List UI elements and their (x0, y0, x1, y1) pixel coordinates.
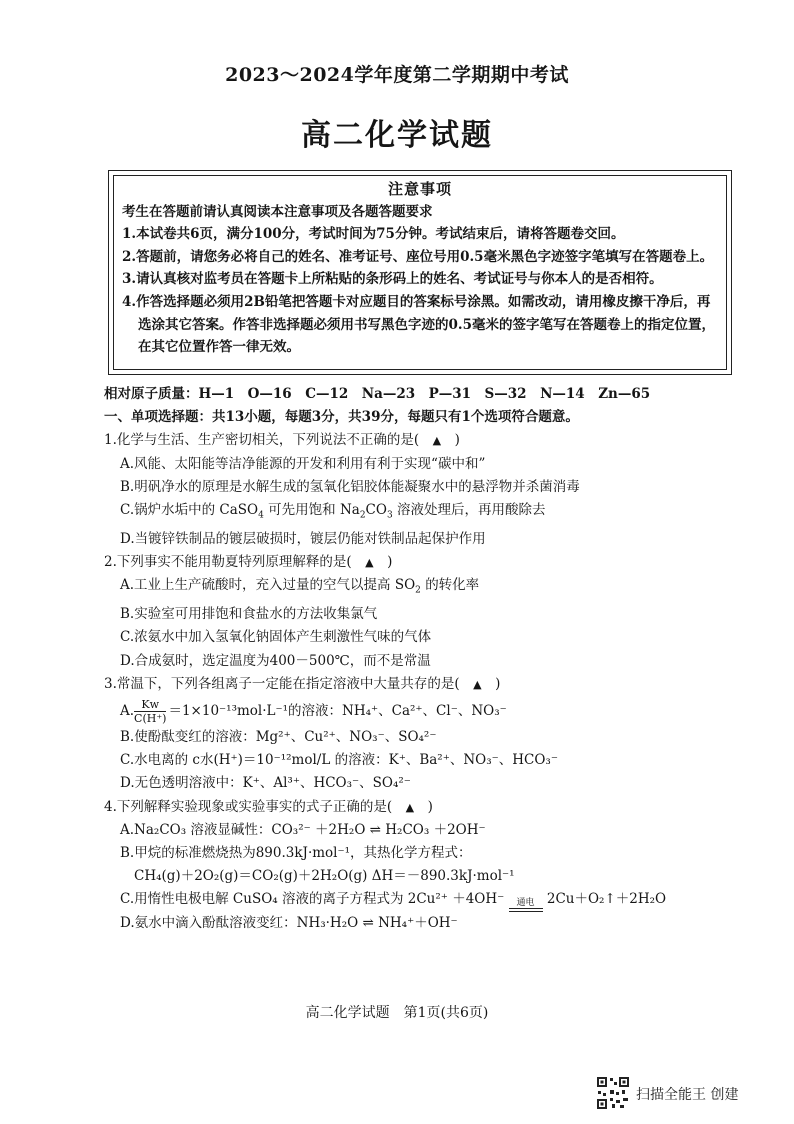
question-3-option-b: B.使酚酞变红的溶液：Mg²⁺、Cu²⁺、NO₃⁻、SO₄²⁻ (120, 729, 437, 746)
notice-inner-box (113, 175, 727, 370)
electrolysis-condition: 通电 (516, 897, 535, 908)
kw-fraction: $\frac{Kw}{C(H^+)}$ (134, 698, 167, 726)
answer-mark: ▲ (365, 556, 374, 570)
question-4-option-d: D.氨水中滴入酚酞溶液变红：NH₃·H₂O ⇌ NH₄⁺＋OH⁻ (120, 914, 458, 931)
question-2-option-c: C.浓氨水中加入氢氧化钠固体产生刺激性气味的气体 (120, 629, 432, 646)
question-1-option-a: A.风能、太阳能等洁净能源的开发和利用有利于实现“碳中和” (120, 455, 486, 472)
notice-item-2: 2.答题前，请您务必将自己的姓名、准考证号、座位号用0.5毫米黑色字迹签字笔填写在答题卷上。 (122, 248, 714, 265)
page-footer: 高二化学试题 第1页(共6页) (305, 1005, 489, 1021)
question-3-option-c: C.水电离的 c水(H⁺)＝10⁻¹²mol/L 的溶液：K⁺、Ba²⁺、NO₃⁻、HCO₃⁻ (120, 752, 558, 769)
question-2-option-a: A.工业上生产硫酸时，充入过量的空气以提高 $SO_2$ 的转化率 (120, 577, 480, 596)
exam-body (104, 383, 744, 935)
question-2-option-d: D.合成氨时，选定温度为400－500℃，而不是常温 (120, 652, 431, 669)
section-heading: 一、单项选择题：共13小题，每题3分，共39分，每题只有1个选项符合题意。 (104, 409, 579, 426)
notice-item-1: 1.本试卷共6页，满分100分，考试时间为75分钟。考试结束后，请将答题卷交回。 (122, 226, 625, 243)
answer-mark: ▲ (405, 800, 415, 814)
question-1-option-b: B.明矾净水的原理是水解生成的氢氧化铝胶体能凝聚水中的悬浮物并杀菌消毒 (120, 478, 580, 495)
qr-code-icon (596, 1076, 630, 1110)
question-3-stem: 3.常温下，下列各组离子一定能在指定溶液中大量共存的是( ▲ ) (104, 675, 501, 692)
subject-title: 高二化学试题 (301, 118, 493, 153)
notice-item-4: 4.作答选择题必须用2B铅笔把答题卡对应题目的答案标号涂黑。如需改动，请用橡皮擦干净后，再选涂其它答案。作答非选择题必须用书写黑色字迹的0.5毫米的签字笔写在答题卷上的指定位置，在其它位置作答一律无效。 (122, 293, 715, 356)
question-4-option-c: C.用惰性电极电解 CuSO₄ 溶液的离子方程式为 2Cu²⁺ ＋4OH⁻ 通电 2Cu＋O₂↑＋2H₂O (104, 888, 744, 911)
question-2-option-b: B.实验室可用排饱和食盐水的方法收集氯气 (120, 606, 378, 623)
notice-item-3: 3.请认真核对监考员在答题卡上所粘贴的条形码上的姓名、考试证号与你本人的是否相符。 (122, 271, 663, 288)
scanner-watermark (596, 1076, 776, 1110)
question-4-option-b-equation: CH₄(g)＋2O₂(g)＝CO₂(g)＋2H₂O(g) ΔH＝－890.3kJ·mol⁻¹ (134, 868, 515, 885)
answer-mark: ▲ (473, 677, 482, 691)
question-4-stem: 4.下列解释实验现象或实验事实的式子正确的是( ▲ ) (104, 798, 433, 815)
question-4-option-b: B.甲烷的标准燃烧热为890.3kJ·mol⁻¹，其热化学方程式： (120, 845, 472, 862)
question-4-option-a: A.Na₂CO₃ 溶液显碱性：CO₃²⁻ ＋2H₂O ⇌ H₂CO₃ ＋2OH⁻ (120, 821, 486, 838)
answer-mark: ▲ (432, 434, 442, 448)
exam-title: 2023～2024学年度第二学期期中考试 (225, 64, 569, 86)
question-1-option-d: D.当镀锌铁制品的镀层破损时，镀层仍能对铁制品起保护作用 (120, 530, 486, 547)
scanner-watermark-text: 扫描全能王 创建 (636, 1087, 739, 1103)
notice-box (108, 170, 732, 375)
question-2-stem: 2.下列事实不能用勒夏特列原理解释的是( ▲ ) (104, 554, 393, 571)
question-3-option-a: A. $\frac{Kw}{C(H^+)}$ ＝1×10⁻¹³mol·L⁻¹的溶液：NH₄⁺、Ca²⁺、Cl⁻、NO₃⁻ (120, 698, 507, 726)
notice-heading: 注意事项 (387, 180, 452, 198)
question-1-stem: 1.化学与生活、生产密切相关，下列说法不正确的是( ▲ ) (104, 432, 460, 449)
atomic-masses: 相对原子质量：H—1 O—16 C—12 Na—23 P—31 S—32 N—14 Zn—65 (104, 386, 651, 402)
question-1-option-c: C.锅炉水垢中的 CaSO$_4$ 可先用饱和 $Na_2CO_3$ 溶液处理后，再用酸除去 (120, 502, 546, 521)
question-3-option-d: D.无色透明溶液中：K⁺、Al³⁺、HCO₃⁻、SO₄²⁻ (120, 775, 411, 792)
notice-intro: 考生在答题前请认真阅读本注意事项及各题答题要求 (122, 203, 433, 220)
